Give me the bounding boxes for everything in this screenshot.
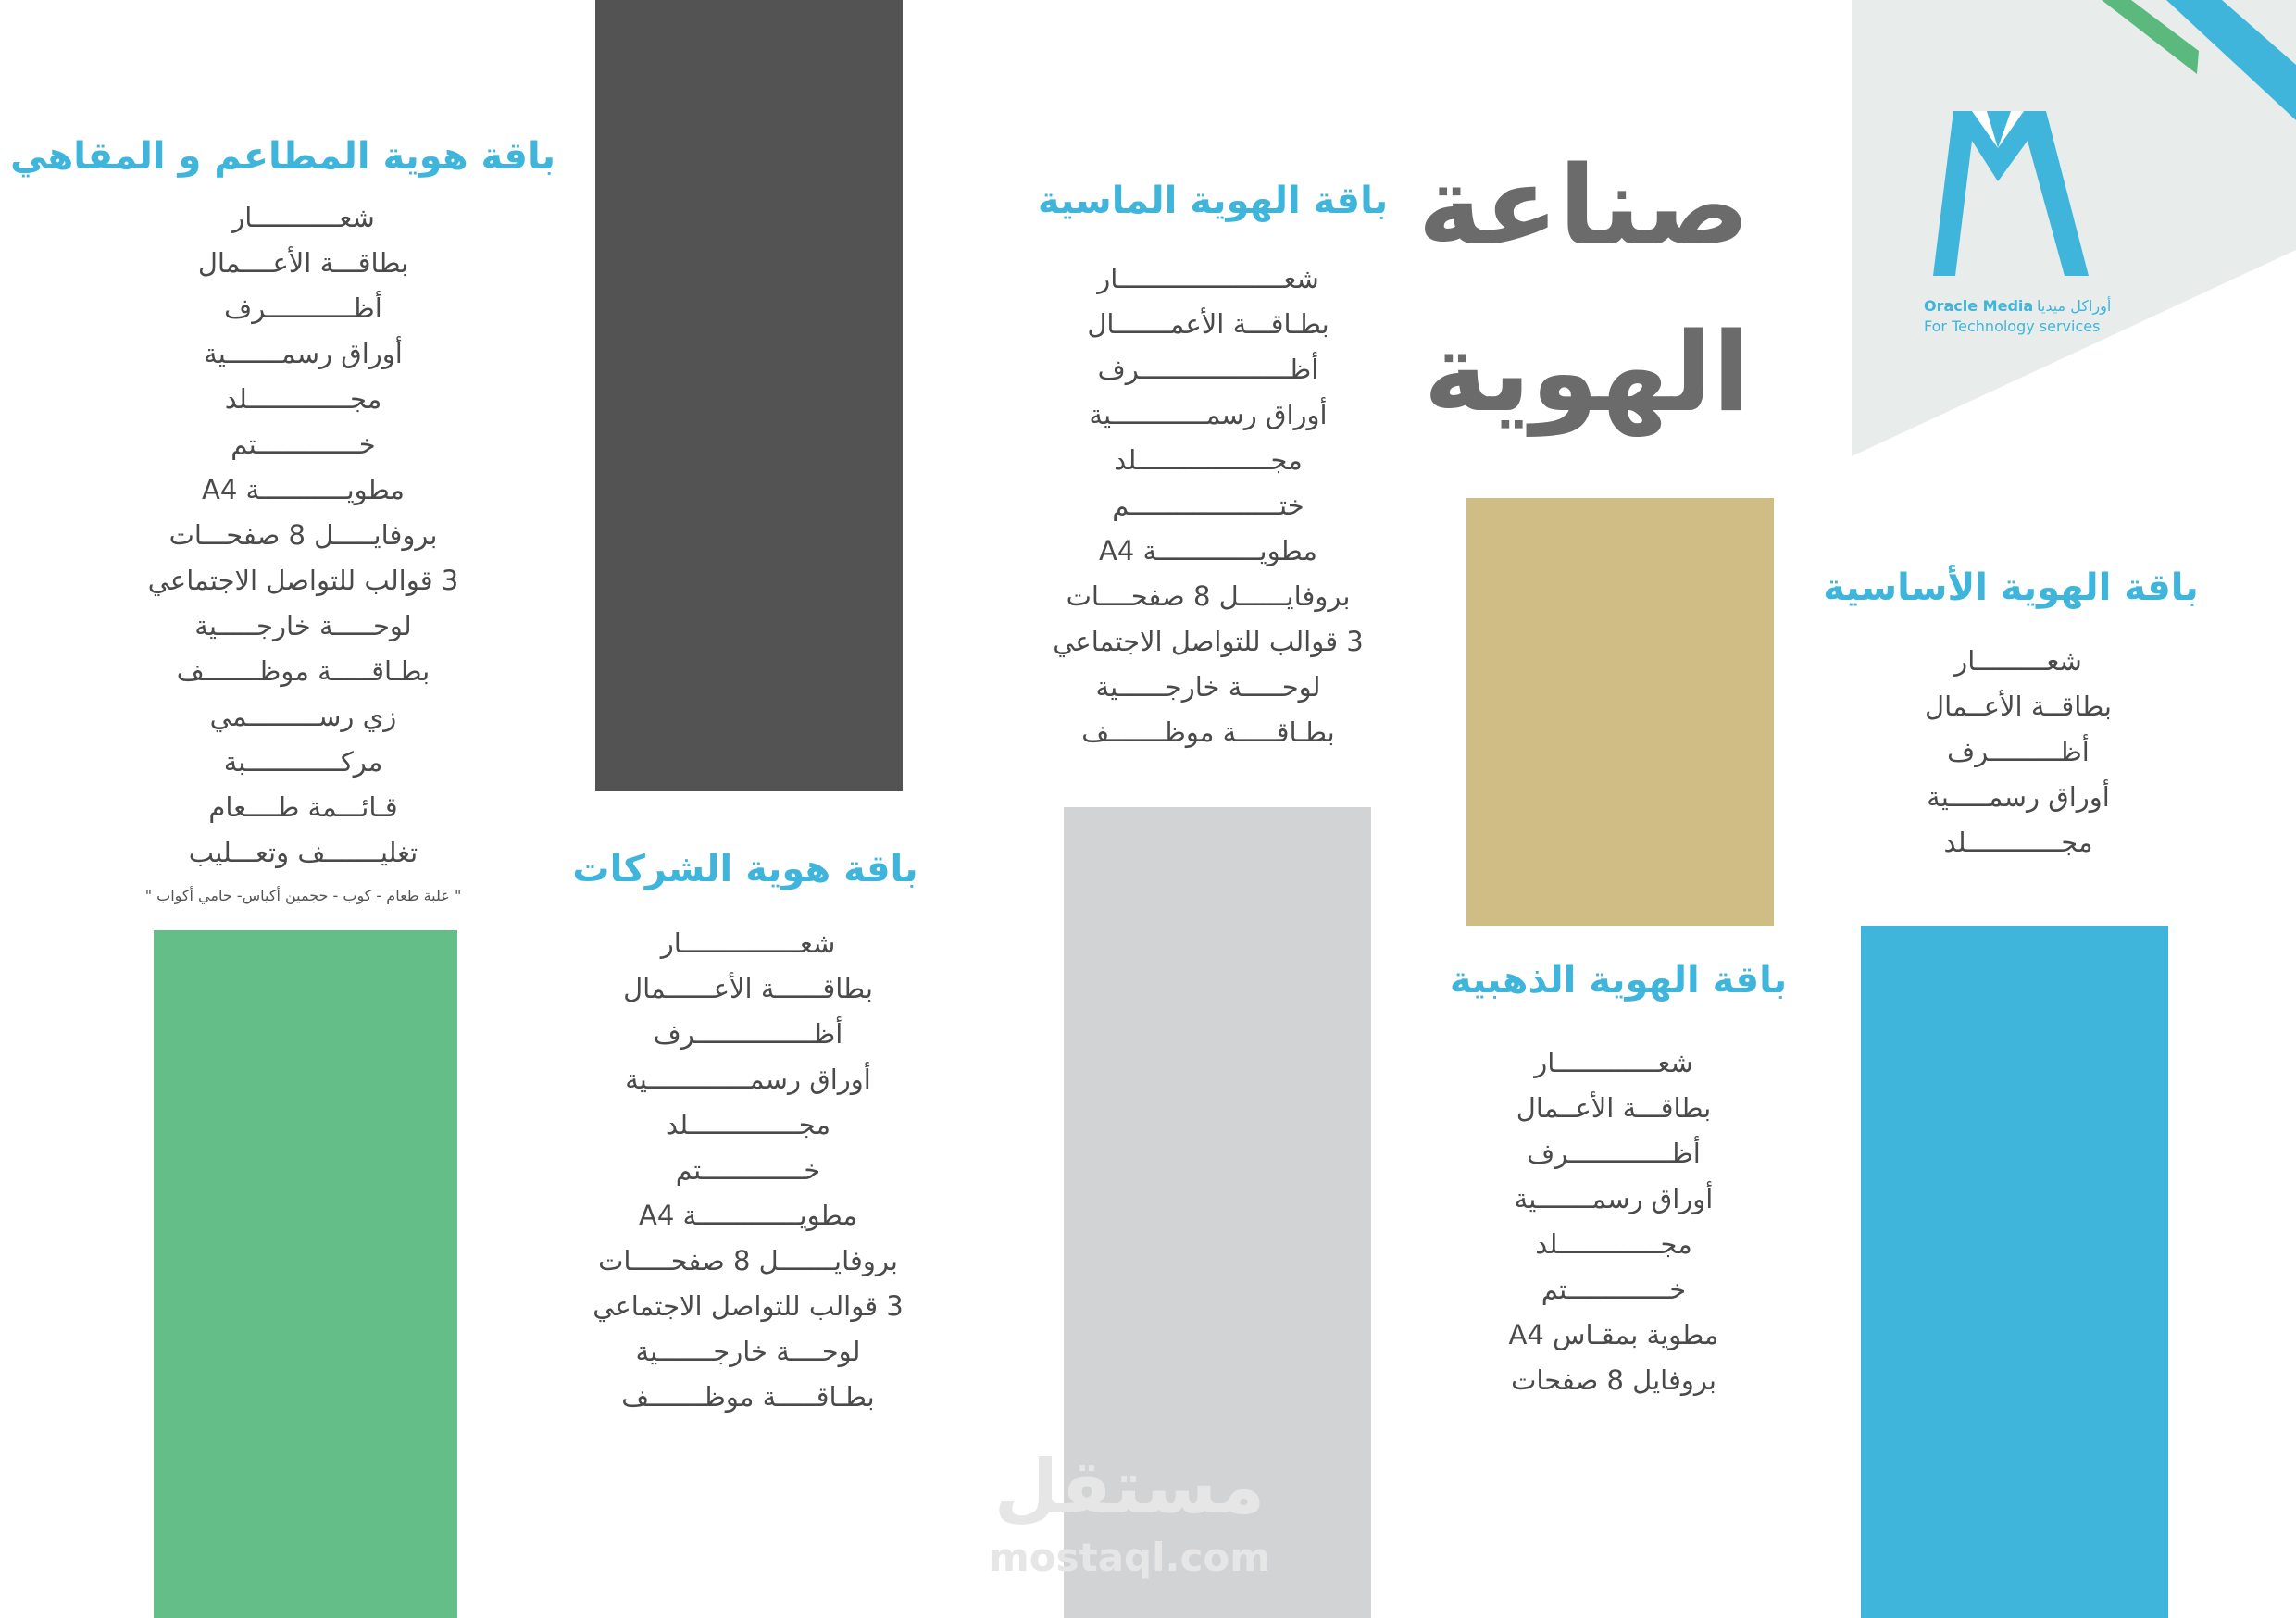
package-diamond-item: 3 قوالب للتواصل الاجتماعي: [1053, 626, 1364, 657]
package-restaurants-item: خـــــــــــــتم: [231, 429, 376, 460]
main-title-line1: صناعة: [1417, 142, 1750, 269]
package-restaurants-item: لوحـــــة خارجـــــية: [194, 610, 412, 641]
blue-block: [1861, 926, 2168, 1618]
package-gold-item: مطوية بمقـاس A4: [1508, 1319, 1719, 1350]
watermark-latin: mostaql.com: [989, 1535, 1270, 1580]
package-gold-item: بطاقـــة الأعــمال: [1516, 1092, 1712, 1124]
gold-block: [1466, 498, 1774, 926]
logo-tagline: For Technology services: [1924, 317, 2101, 335]
package-diamond-item: مجـــــــــــــــــلد: [1114, 444, 1303, 476]
logo-name-ar: أوراكل ميديا: [2037, 297, 2112, 315]
package-companies-item: مطويـــــــــــــة A4: [639, 1200, 857, 1231]
package-diamond-title: باقة الهوية الماسية: [1037, 180, 1389, 222]
package-basic-item: أوراق رسمـــــية: [1927, 781, 2110, 813]
package-companies-item: لوحــــة خارجـــــــية: [635, 1336, 861, 1367]
package-companies-item: خـــــــــــــتم: [675, 1154, 821, 1186]
package-basic-title: باقة الهوية الأساسية: [1823, 566, 2199, 609]
package-restaurants-item: أوراق رسمـــــــية: [204, 338, 403, 369]
package-diamond-item: بروفايــــــل 8 صفحــــات: [1066, 580, 1351, 612]
package-restaurants-list: [130, 195, 477, 876]
package-restaurants-item: مجـــــــــــــلد: [224, 383, 382, 415]
package-companies-item: أوراق رسمـــــــــــــية: [625, 1064, 871, 1095]
oracle-a-logo-icon: [1933, 107, 2090, 279]
package-restaurants-item: زي رســـــــــمي: [209, 701, 397, 732]
package-restaurants-item: تغليـــــــف وتعـــليب: [188, 837, 418, 868]
logo-name-en: Oracle Media: [1924, 297, 2034, 315]
package-gold-list: [1479, 1040, 1748, 1403]
package-restaurants-note: " علبة طعام - كوب - حجمين أكياس- حامي أكواب ": [144, 887, 462, 904]
package-diamond-item: أظـــــــــــــــــــرف: [1097, 354, 1319, 385]
green-block: [154, 930, 457, 1618]
package-gold-item: أوراق رسمـــــــية: [1514, 1183, 1714, 1214]
package-basic-list: [1903, 639, 2134, 865]
package-diamond-list: [1042, 256, 1375, 755]
package-restaurants-item: 3 قوالب للتواصل الاجتماعي: [147, 565, 459, 596]
package-diamond-item: شعـــــــــــــــــــــار: [1097, 263, 1319, 294]
main-title-line2: الهوية: [1423, 308, 1750, 436]
package-diamond-item: لوحـــــة خارجــــــية: [1095, 671, 1321, 703]
package-companies-item: بطـاقـــــة موظـــــــف: [621, 1381, 875, 1413]
package-restaurants-item: شعـــــــــــار: [231, 202, 375, 233]
package-gold-item: شعـــــــــــــار: [1534, 1047, 1693, 1078]
package-companies-item: بطاقــــــة الأعــــــمال: [623, 973, 873, 1004]
package-diamond-item: مطويـــــــــــــة A4: [1099, 535, 1317, 566]
package-restaurants-item: قـائـــمة طــــعام: [208, 791, 398, 823]
watermark-arabic: مستقل: [993, 1444, 1266, 1530]
package-companies-item: أظـــــــــــــــرف: [653, 1018, 843, 1050]
package-gold-item: أظـــــــــــــرف: [1527, 1138, 1701, 1169]
package-restaurants-item: مركــــــــــــبة: [223, 746, 383, 778]
dark-gray-block: [595, 0, 903, 791]
package-basic-item: بطاقــة الأعــمال: [1925, 691, 2112, 722]
package-diamond-item: بطـاقـــــة موظـــــــف: [1081, 716, 1335, 748]
package-gold-title: باقة الهوية الذهبية: [1449, 959, 1788, 1002]
package-basic-item: مجــــــــــــلد: [1943, 827, 2093, 858]
package-restaurants-title: باقة هوية المطاعم و المقاهي: [10, 135, 555, 178]
package-gold-item: خـــــــــــــتم: [1541, 1274, 1687, 1305]
package-restaurants-item: أظـــــــــــرف: [224, 292, 382, 324]
package-diamond-item: أوراق رسمــــــــــــية: [1089, 399, 1328, 430]
package-gold-item: بروفايل 8 صفحات: [1511, 1364, 1716, 1396]
package-diamond-item: بطـاقـــة الأعمـــــــال: [1087, 308, 1329, 340]
package-restaurants-item: مطويـــــــــــة A4: [202, 474, 405, 505]
package-basic-item: شعـــــــــار: [1954, 645, 2082, 677]
package-companies-item: مجــــــــــــــلد: [665, 1109, 831, 1140]
package-restaurants-item: بروفايـــــل 8 صفحـــات: [168, 519, 438, 551]
package-restaurants-item: بطاقـــة الأعــــمال: [197, 247, 409, 279]
package-companies-list: [581, 921, 915, 1420]
package-companies-title: باقة هوية الشركات: [572, 848, 918, 890]
package-restaurants-item: بطـاقـــــة موظـــــــف: [176, 655, 430, 687]
package-diamond-item: ختـــــــــــــــــــم: [1112, 490, 1304, 521]
package-basic-item: أظـــــــــرف: [1947, 736, 2090, 767]
package-gold-item: مجـــــــــــــلد: [1535, 1228, 1692, 1260]
package-companies-item: شعـــــــــــــــار: [660, 927, 836, 959]
package-companies-item: بروفايـــــــل 8 صفحـــــات: [598, 1245, 898, 1276]
package-companies-item: 3 قوالب للتواصل الاجتماعي: [593, 1290, 904, 1322]
